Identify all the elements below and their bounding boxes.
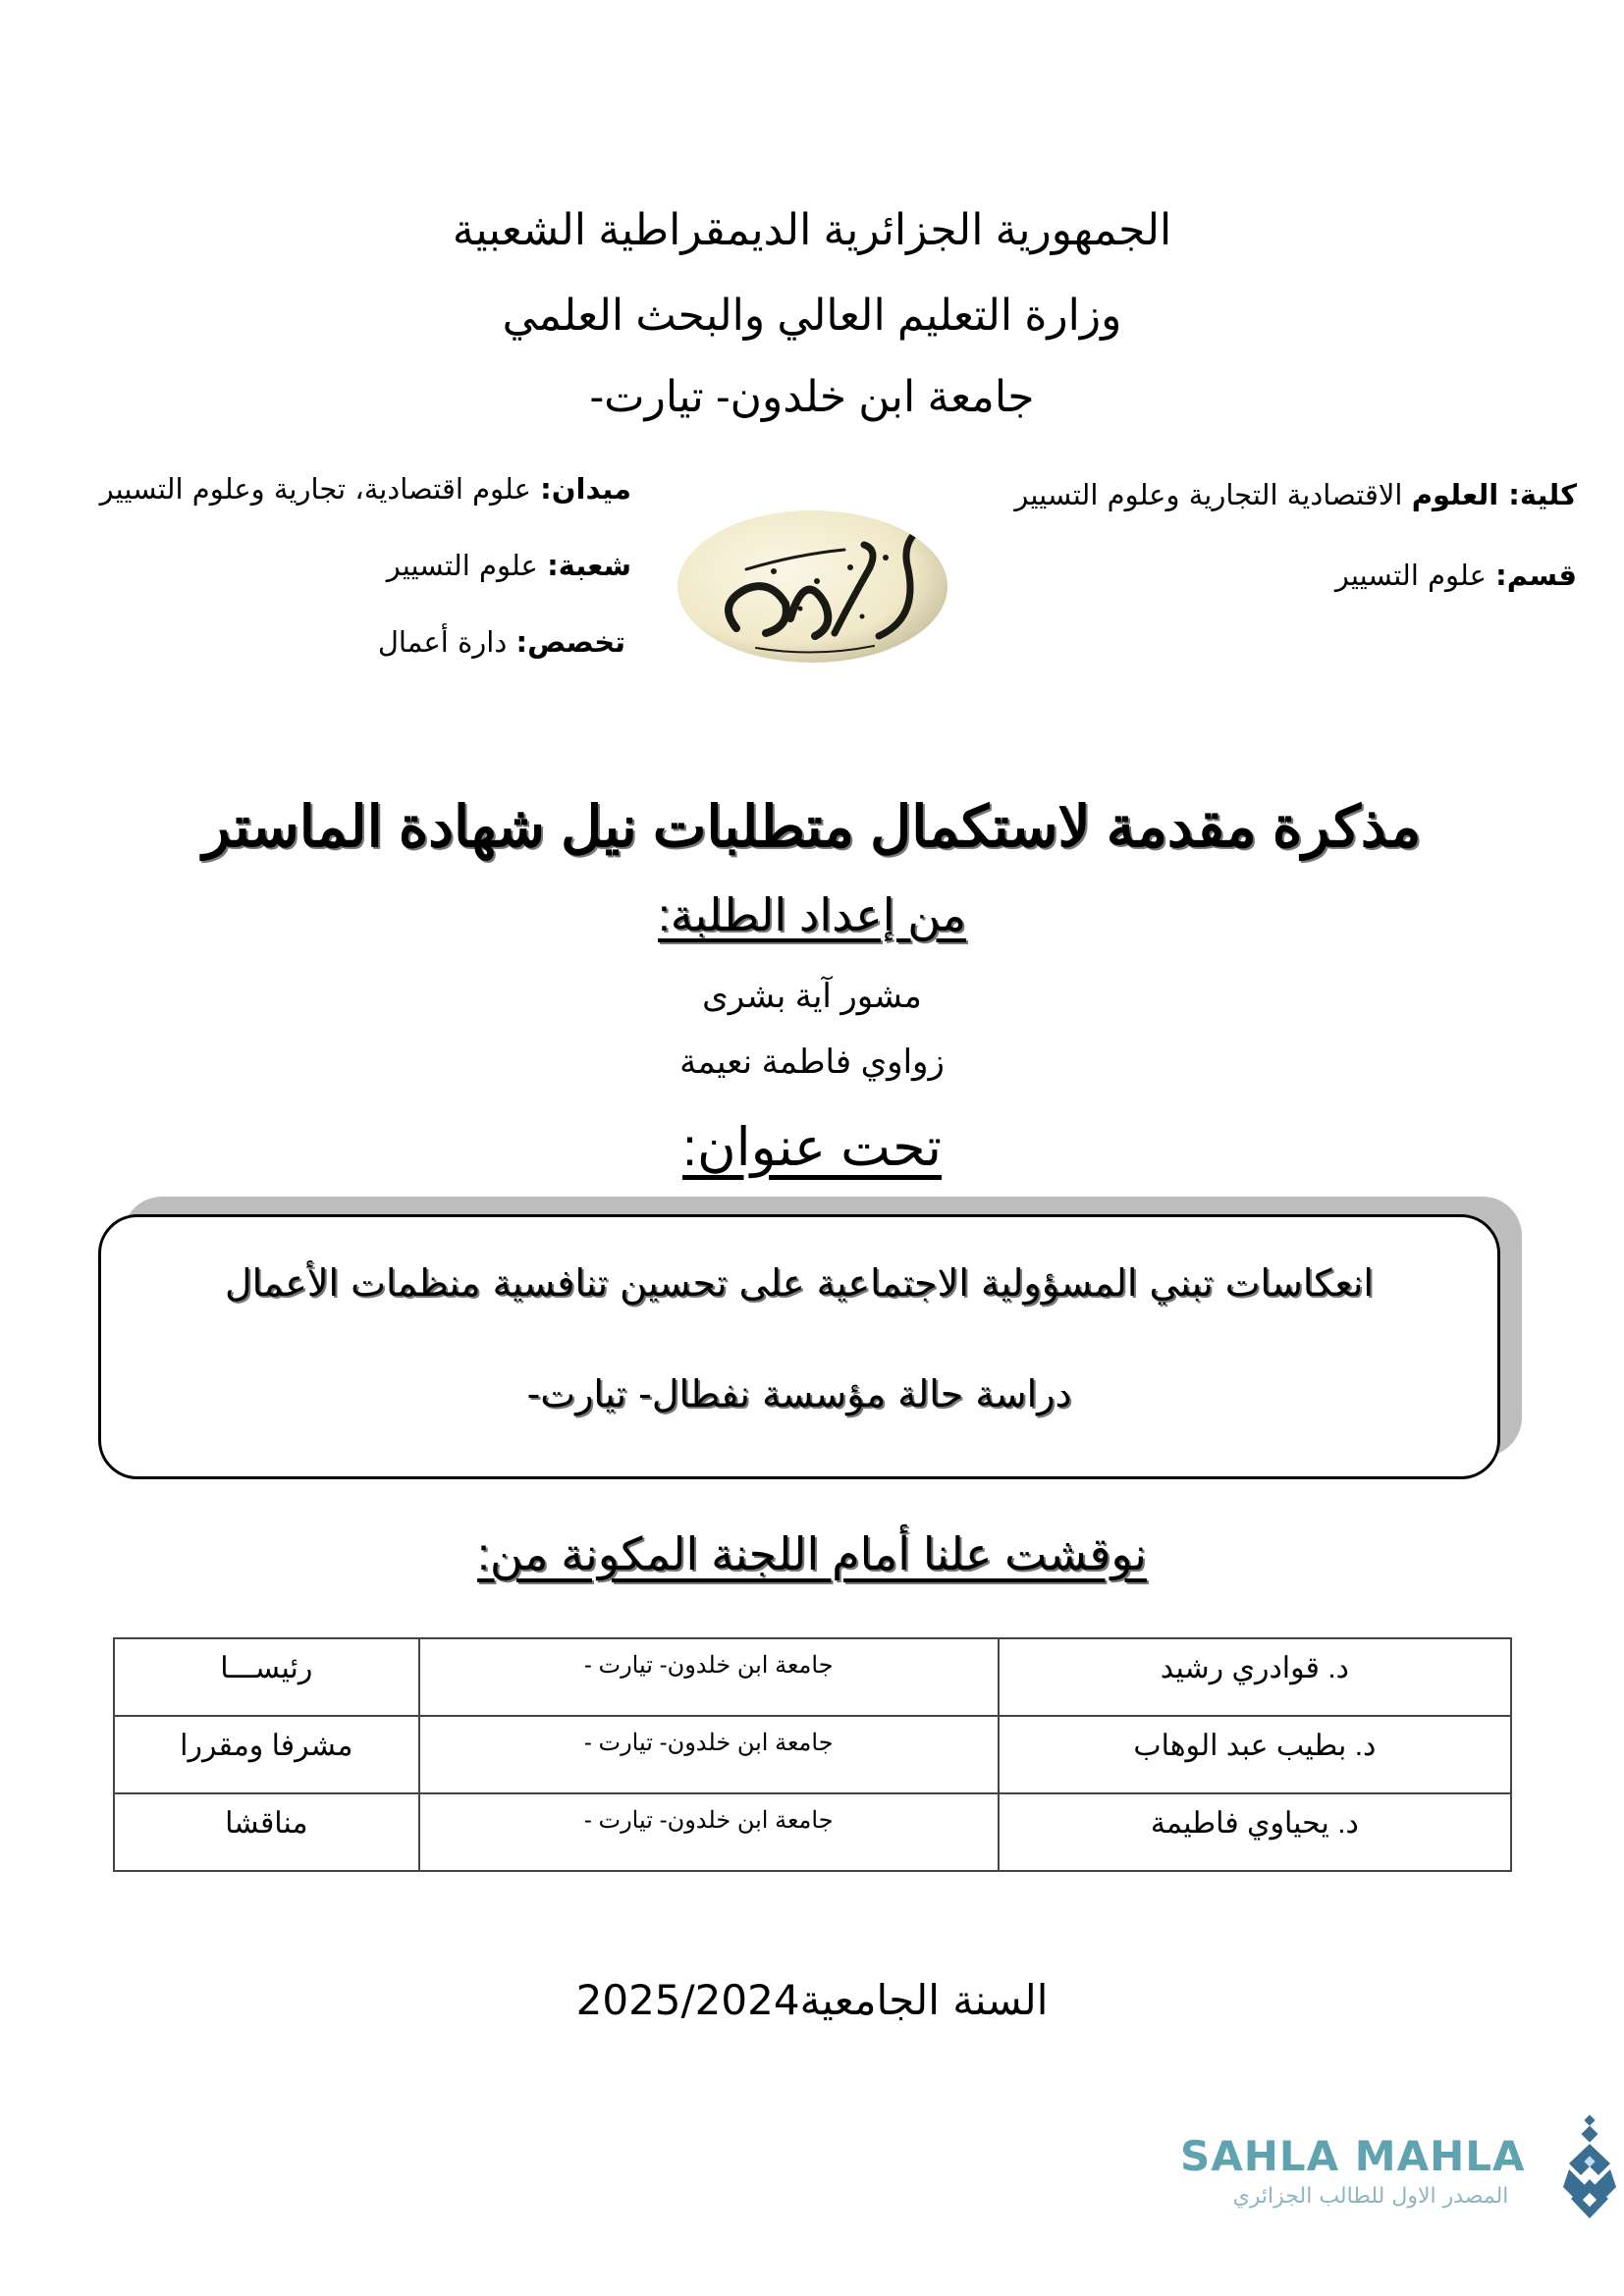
member-university: جامعة ابن خلدون- تيارت - (419, 1793, 999, 1871)
member-role: رئيســـا (114, 1638, 419, 1716)
topic-title: انعكاسات تبني المسؤولية الاجتماعية على تحسين تنافسية منظمات الأعمال (225, 1261, 1374, 1305)
table-row (114, 1793, 1511, 1871)
field-value: علوم اقتصادية، تجارية وعلوم التسيير (99, 472, 541, 506)
student-name-2: زواوي فاطمة نعيمة (679, 1043, 945, 1081)
specialty-line (378, 622, 625, 662)
branch-label: شعبة: (547, 549, 631, 582)
table-row (114, 1638, 1511, 1716)
watermark-title: SAHLA MAHLA (1180, 2132, 1526, 2180)
watermark-tagline: المصدر الاول للطالب الجزائري (1232, 2184, 1509, 2209)
faculty-value: الاقتصادية التجارية وعلوم التسيير (1014, 478, 1412, 511)
committee-heading-label: نوقشت علنا أمام اللجنة المكونة من: (477, 1528, 1147, 1579)
academic-year-label: السنة الجامعية (799, 1976, 1049, 2024)
department-line (1335, 556, 1577, 595)
member-role: مناقشا (114, 1793, 419, 1871)
sahla-mahla-geometric-logo-icon (1559, 2114, 1620, 2224)
department-value: علوم التسيير (1334, 559, 1496, 592)
university-title: جامعة ابن خلدون- تيارت- (589, 373, 1035, 421)
branch-value: علوم التسيير (386, 549, 548, 582)
member-name: د. يحياوي فاطيمة (999, 1793, 1511, 1871)
committee-table (113, 1637, 1512, 1872)
field-line (100, 469, 631, 508)
specialty-value: دارة أعمال (377, 625, 516, 659)
topic-box (98, 1214, 1500, 1479)
member-university: جامعة ابن خلدون- تيارت - (419, 1716, 999, 1793)
under-title-label: تحت عنوان: (682, 1118, 942, 1177)
member-name: د. بطيب عبد الوهاب (999, 1716, 1511, 1793)
faculty-line (1014, 475, 1577, 514)
department-label: قسم: (1495, 559, 1577, 592)
case-study-subtitle: دراسة حالة مؤسسة نفطال- تيارت- (526, 1372, 1072, 1415)
university-seal-calligraphy-icon (677, 510, 947, 663)
prepared-by-label: من إعداد الطلبة: (658, 889, 966, 940)
faculty-label: كلية: العلوم (1411, 478, 1577, 511)
table-row (114, 1716, 1511, 1793)
ministry-title: وزارة التعليم العالي والبحث العلمي (502, 292, 1122, 340)
under-title-heading (0, 1115, 1624, 1180)
sahla-mahla-watermark (1178, 2110, 1620, 2228)
thesis-main-title: مذكرة مقدمة لاستكمال متطلبات نيل شهادة الماستر (202, 795, 1422, 859)
committee-heading (0, 1524, 1624, 1583)
specialty-label: تخصص: (515, 625, 625, 659)
branch-line (387, 546, 631, 585)
student-name-1: مشور آية بشرى (702, 978, 922, 1015)
member-role: مشرفا ومقررا (114, 1716, 419, 1793)
academic-year-value: 2025/2024 (575, 1976, 800, 2024)
republic-title: الجمهورية الجزائرية الديمقراطية الشعبية (452, 206, 1172, 254)
member-university: جامعة ابن خلدون- تيارت - (419, 1638, 999, 1716)
member-name: د. قوادري رشيد (999, 1638, 1511, 1716)
academic-year (0, 1973, 1624, 2028)
prepared-by-heading (0, 885, 1624, 944)
field-label: ميدان: (540, 472, 631, 506)
